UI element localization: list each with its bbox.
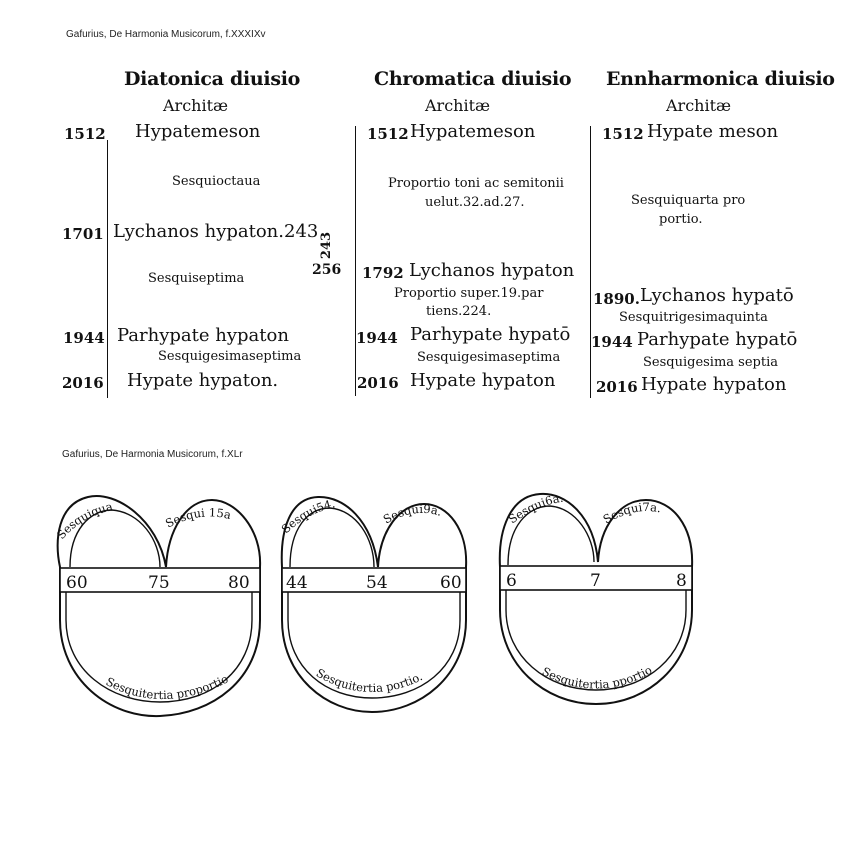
enharmonic-number: 2016 bbox=[596, 378, 638, 396]
chromatic-number: 1792 bbox=[362, 264, 404, 282]
enharmonic-term: Parhypate hypatō bbox=[637, 329, 798, 350]
chromatic-ratio: uelut.32.ad.27. bbox=[425, 195, 525, 210]
diatonic-term: Hypatemeson bbox=[135, 121, 261, 142]
diatonic-ratio: Sesquigesimaseptima bbox=[158, 349, 302, 364]
enharmonic-ratio: Sesquiquarta pro bbox=[631, 193, 746, 208]
diagram-bottom-label: Sesquitertia pportio bbox=[539, 662, 655, 692]
enharmonic-subtitle: Architæ bbox=[666, 96, 732, 115]
diatonic-number: 1944 bbox=[63, 329, 105, 347]
proportion-diagram-1 bbox=[54, 496, 260, 716]
chromatic-number: 1512 bbox=[367, 125, 409, 143]
diagram-outline bbox=[500, 494, 692, 704]
enharmonic-ratio: Sesquitrigesimaquinta bbox=[619, 310, 768, 325]
chromatic-subtitle: Architæ bbox=[425, 96, 491, 115]
enharmonic-title: Ennharmonica diuisio bbox=[606, 68, 835, 90]
diagram-right-arc-label: Sesqui 15a bbox=[163, 505, 233, 531]
enharmonic-number: 1512 bbox=[602, 125, 644, 143]
enharmonic-number: 1890. bbox=[593, 290, 640, 308]
caption-bottom: Gafurius, De Harmonia Musicorum, f.XLr bbox=[62, 449, 243, 460]
chromatic-ratio: tiens.224. bbox=[426, 304, 492, 319]
diagram-left-number: 60 bbox=[66, 573, 88, 593]
chromatic-term: Hypate hypaton bbox=[410, 370, 556, 391]
diatonic-ratio: Sesquiseptima bbox=[148, 271, 245, 286]
diatonic-term: Parhypate hypaton bbox=[117, 325, 289, 346]
chromatic-title: Chromatica diuisio bbox=[374, 68, 572, 90]
diatonic-title: Diatonica diuisio bbox=[124, 68, 301, 90]
diatonic-term: Lychanos hypaton.243 bbox=[113, 221, 319, 242]
diagram-right-number: 8 bbox=[676, 571, 687, 591]
chromatic-number: 2016 bbox=[357, 374, 399, 392]
proportion-diagram-3 bbox=[500, 491, 692, 704]
chromatic-term: Lychanos hypaton bbox=[409, 260, 575, 281]
chromatic-term: Hypatemeson bbox=[410, 121, 536, 142]
proportion-diagram-2 bbox=[278, 496, 466, 712]
enharmonic-term: Lychanos hypatō bbox=[640, 285, 794, 306]
diagram-mid-number: 75 bbox=[148, 573, 170, 593]
chromatic-term: Parhypate hypatō bbox=[410, 324, 571, 345]
diatonic-ratio: Sesquioctaua bbox=[172, 174, 261, 189]
diagram-right-arc-label: Sesqui9a. bbox=[380, 501, 444, 527]
diagram-left-arc-label: Sesqui54. bbox=[278, 496, 337, 537]
diatonic-subtitle: Architæ bbox=[163, 96, 229, 115]
diagram-outline bbox=[282, 497, 466, 712]
diagram-bottom-label: Sesquitertia proportio bbox=[103, 671, 231, 703]
diatonic-side-number: 243 bbox=[319, 231, 335, 260]
diagram-inner-arc bbox=[506, 590, 686, 690]
diagram-mid-number: 7 bbox=[590, 571, 601, 591]
enharmonic-ratio: Sesquigesima septia bbox=[643, 355, 778, 370]
diagram-right-number: 80 bbox=[228, 573, 250, 593]
enharmonic-number: 1944 bbox=[591, 333, 633, 351]
enharmonic-term: Hypate meson bbox=[647, 121, 779, 142]
diagram-right-number: 60 bbox=[440, 573, 462, 593]
diatonic-number: 1701 bbox=[62, 225, 104, 243]
diagram-left-arc-label: Sesqui6a. bbox=[505, 490, 565, 527]
diagram-left-number: 6 bbox=[506, 571, 517, 591]
enharmonic-ratio: portio. bbox=[659, 212, 703, 227]
chromatic-ratio: Sesquigesimaseptima bbox=[417, 350, 561, 365]
diagram-bottom-label: Sesquitertia portio. bbox=[313, 665, 425, 696]
chromatic-number: 1944 bbox=[356, 329, 398, 347]
diatonic-term: Hypate hypaton. bbox=[127, 370, 279, 391]
caption-top: Gafurius, De Harmonia Musicorum, f.XXXIXv bbox=[66, 29, 266, 40]
diagram-mid-number: 54 bbox=[366, 573, 388, 593]
enharmonic-term: Hypate hypaton bbox=[641, 374, 787, 395]
diatonic-number: 2016 bbox=[62, 374, 104, 392]
diagram-left-arc-label: Sesquiqua bbox=[53, 499, 115, 542]
diatonic-side-number: 256 bbox=[312, 262, 342, 278]
diatonic-number: 1512 bbox=[64, 125, 106, 143]
diagram-left-number: 44 bbox=[286, 573, 308, 593]
chromatic-ratio: Proportio toni ac semitonii bbox=[388, 176, 564, 191]
diagram-right-arc-label: Sesqui7a. bbox=[600, 499, 663, 527]
chromatic-ratio: Proportio super.19.par bbox=[394, 286, 544, 301]
